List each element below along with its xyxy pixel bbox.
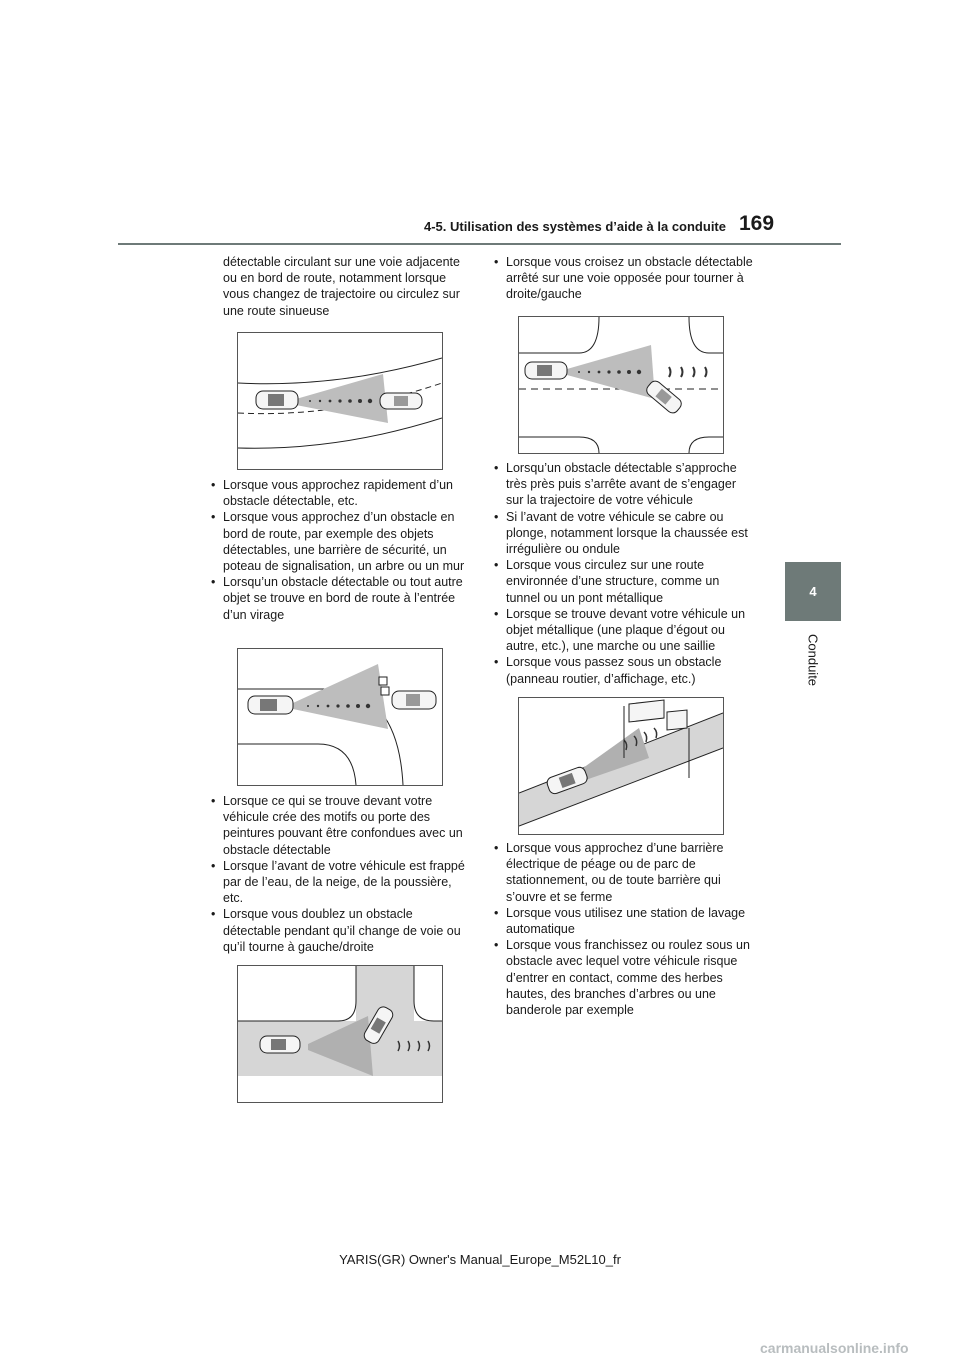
figure-overhead-sign (518, 697, 724, 835)
list-item: • Lorsque ce qui se trouve devant votre véhicule crée des motifs ou porte des peintures pouvant être confondues avec un obstacle détectable (211, 793, 466, 858)
list-item: • Lorsque l’avant de votre véhicule est frappé par de l’eau, de la neige, de la poussière, etc. (211, 858, 466, 907)
figure-overtaking (237, 965, 443, 1103)
list-item: • Lorsque vous approchez d’une barrière électrique de péage ou de parc de stationnement, ou de toute barrière qui s’ouvre et se ferme (494, 840, 756, 905)
manual-id: YARIS(GR) Owner's Manual_Europe_M52L10_fr (339, 1252, 621, 1267)
list-item: • Lorsqu’un obstacle détectable s’approche très près puis s’arrête avant de s’engager sur la trajectoire de votre véhicule (494, 460, 756, 509)
page-number: 169 (739, 212, 775, 235)
chapter-tab: 4 (785, 562, 841, 621)
right-list-3 (494, 840, 756, 1018)
intro-paragraph: détectable circulant sur une voie adjacente ou en bord de route, notamment lorsque vous changez de trajectoire ou circulez sur une route sinueuse (223, 255, 460, 318)
list-item: • Lorsque vous circulez sur une route environnée d’une structure, comme un tunnel ou un pont métallique (494, 557, 756, 606)
chapter-label: Conduite (805, 634, 821, 687)
left-list-2 (211, 793, 466, 955)
watermark: carmanualsonline.info (760, 1340, 909, 1356)
section-title: 4-5. Utilisation des systèmes d’aide à la conduite (424, 219, 726, 234)
list-item: • Lorsque vous utilisez une station de lavage automatique (494, 905, 756, 937)
list-item: • Lorsque vous approchez d’un obstacle en bord de route, par exemple des objets détectables, une barrière de sécurité, un poteau de signalisation, un arbre ou un mur (211, 509, 466, 574)
list-item: • Lorsque vous franchissez ou roulez sous un obstacle avec lequel votre véhicule risque d’entrer en contact, comme des herbes hautes, des branches d’arbres ou une banderole par exemple (494, 937, 756, 1018)
right-list-2 (494, 460, 756, 687)
right-list-1 (494, 254, 756, 303)
list-item: • Lorsque se trouve devant votre véhicule un objet métallique (une plaque d’égout ou autre, etc.), une marche ou une saillie (494, 606, 756, 655)
list-item: • Lorsque vous approchez rapidement d’un obstacle détectable, etc. (211, 477, 466, 509)
figure-opposite-lane (518, 316, 724, 454)
list-item: • Lorsqu’un obstacle détectable ou tout autre objet se trouve en bord de route à l’entrée d’un virage (211, 574, 466, 623)
header-rule (118, 243, 841, 245)
list-item: • Si l’avant de votre véhicule se cabre ou plonge, notamment lorsque la chaussée est irrégulière ou ondule (494, 509, 756, 558)
figure-curved-road (237, 332, 443, 470)
list-item: • Lorsque vous doublez un obstacle détectable pendant qu’il change de voie ou qu’il tourne à gauche/droite (211, 906, 466, 955)
left-list-1 (211, 477, 466, 623)
list-item: • Lorsque vous passez sous un obstacle (panneau routier, d’affichage, etc.) (494, 654, 756, 686)
figure-curve-entrance (237, 648, 443, 786)
left-intro (223, 254, 466, 319)
list-item: • Lorsque vous croisez un obstacle détectable arrêté sur une voie opposée pour tourner à droite/gauche (494, 254, 756, 303)
